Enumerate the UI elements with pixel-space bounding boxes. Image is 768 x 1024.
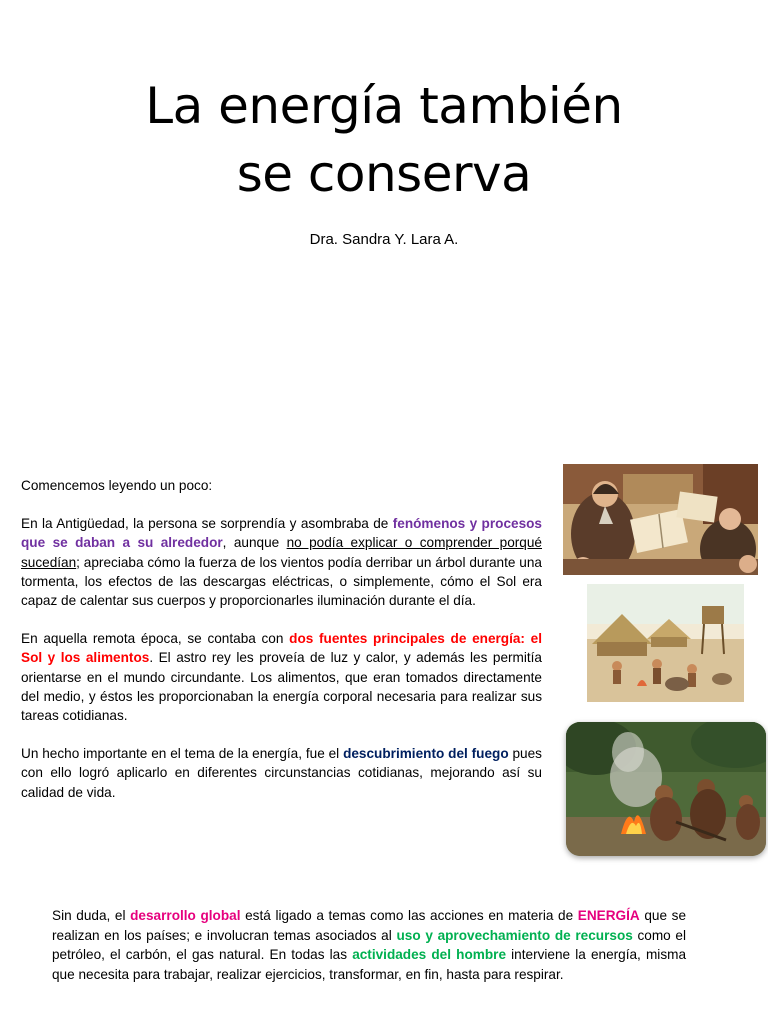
prehistoric-village-illustration bbox=[587, 584, 744, 702]
highlight-energy-sources: dos fuentes principales de energía: el Sol y los alimentos bbox=[21, 631, 542, 666]
text: . El astro rey les proveía de luz y calor, y además les permitía orientarse en el mundo circundante. Los alimentos, que eran tomados directamente del medio, y éstos les proporcionaban la energía corporal necesaria para realizar sus tareas cotidianas. bbox=[21, 650, 542, 724]
page-title bbox=[0, 72, 768, 208]
text: está ligado a temas como las acciones en materia de bbox=[240, 908, 578, 923]
highlight-human-activities: actividades del hombre bbox=[352, 947, 507, 962]
author: Dra. Sandra Y. Lara A. bbox=[309, 231, 459, 248]
paragraph-fire bbox=[21, 744, 542, 802]
intro-paragraph: Comencemos leyendo un poco: bbox=[21, 478, 213, 493]
scholars-illustration bbox=[563, 464, 758, 575]
highlight-resources: uso y aprovechamiento de recursos bbox=[396, 927, 633, 943]
highlight-fire: descubrimiento del fuego bbox=[343, 746, 509, 762]
text: En la Antigüedad, la persona se sorprendía y asombraba de bbox=[21, 516, 393, 532]
text: que se realizan en los países; e involucran temas asociados al bbox=[52, 908, 687, 943]
text: como el petróleo, el carbón, el gas natural. En todas las bbox=[52, 927, 687, 962]
underlined-text: no podía explicar o comprender porqué sucedían bbox=[21, 535, 542, 570]
highlight-global-development: desarrollo global bbox=[130, 908, 241, 923]
text: interviene la energía, misma que necesita para trabajar, realizar ejercicios, transformar, en fin, hasta para respirar. bbox=[52, 947, 687, 982]
text: pues con ello logró aplicarlo en diferentes circunstancias cotidianas, mejorando así su calidad de vida. bbox=[21, 746, 542, 800]
fire-discovery-illustration bbox=[566, 722, 766, 856]
title-line-1: La energía también bbox=[145, 77, 623, 135]
highlight-phenomena: fenómenos y procesos que se daban a su alrededor bbox=[21, 516, 542, 551]
title-line-2: se conserva bbox=[236, 145, 532, 203]
text: Un hecho importante en el tema de la energía, fue el bbox=[21, 746, 344, 762]
text: ; apreciaba cómo la fuerza de los vientos podía derribar un árbol durante una tormenta, los efectos de las descargas eléctricas, o simplemente, cómo el Sol era capaz de calentar sus cuerpos y proporcionarles iluminación durante el día. bbox=[21, 554, 542, 609]
closing-paragraph bbox=[52, 906, 686, 984]
text: , aunque bbox=[222, 535, 287, 551]
paragraph-antiquity bbox=[21, 514, 542, 610]
text: Sin duda, el bbox=[52, 908, 131, 923]
text: En aquella remota época, se contaba con bbox=[21, 631, 290, 647]
main-text bbox=[21, 476, 542, 821]
paragraph-energy-sources bbox=[21, 629, 542, 725]
highlight-energy: ENERGÍA bbox=[577, 908, 640, 923]
